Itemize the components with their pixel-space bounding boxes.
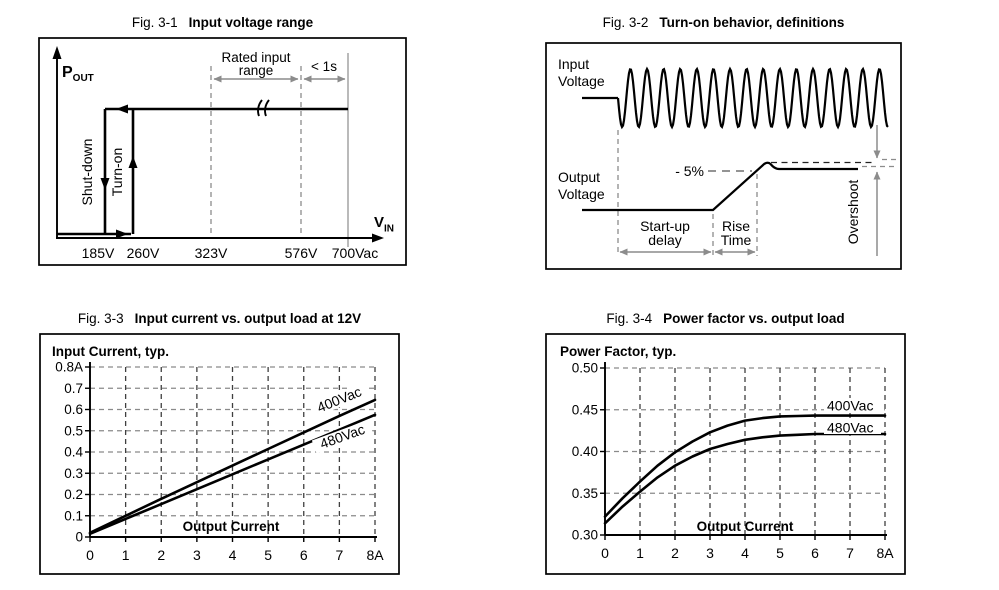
tick-323v: 323V [194, 245, 228, 261]
x-tick-label: 8A [366, 547, 384, 563]
fig-3-1-title [38, 15, 407, 30]
fig-3-1-number: Fig. 3-1 [131, 15, 178, 30]
shutdown-label: Shut-down [79, 138, 95, 206]
fig-3-4-frame [546, 334, 905, 574]
x-axis-symbol: $V_{IN}$ [374, 214, 395, 235]
overshoot-label: Overshoot [845, 179, 861, 245]
tick-260v: 260V [126, 245, 160, 261]
y-tick-label: 0.1 [64, 508, 83, 524]
fig-3-4-caption: Power factor vs. output load [663, 311, 845, 326]
y-tick-label: 0.35 [571, 485, 598, 501]
y-tick-label: 0.7 [64, 380, 83, 396]
x-axis-title: Output Current [182, 519, 280, 534]
fig-3-4-chart [545, 333, 906, 575]
x-tick-label: 6 [811, 545, 819, 561]
x-tick-label: 3 [192, 547, 201, 563]
series-label-480vac [824, 420, 881, 436]
rated-range-label-line1: Rated input [221, 50, 291, 65]
fig-3-2-title [545, 15, 902, 30]
series-label-400vac [824, 398, 881, 414]
y-tick-labels [55, 360, 83, 545]
fig-3-1-diagram [38, 37, 407, 266]
fig-3-3-number: Fig. 3-3 [77, 311, 124, 326]
x-tick-labels [601, 545, 894, 561]
y-axis-title: Power Factor, typ. [560, 344, 677, 359]
input-voltage-label-line1: Input [558, 56, 590, 72]
input-voltage-label-line2: Voltage [558, 73, 605, 89]
fig-3-3-chart [39, 333, 400, 575]
startup-delay-label-line2: delay [648, 232, 682, 248]
x-tick-label: 4 [741, 545, 749, 561]
turnon-label: Turn-on [109, 147, 125, 197]
tick-185v: 185V [81, 245, 115, 261]
x-tick-label: 2 [157, 547, 166, 563]
tick-700vac: 700Vac [331, 245, 379, 261]
x-axis-arrow-icon [372, 234, 384, 243]
x-tick-label: 8A [876, 545, 894, 561]
x-tick-label: 4 [228, 547, 237, 563]
fig-3-2-number: Fig. 3-2 [602, 15, 649, 30]
series-label-text: 480Vac [317, 420, 367, 452]
y-tick-label: 0 [75, 529, 83, 545]
y-tick-label: 0.40 [571, 444, 598, 459]
y-tick-label: 0.50 [571, 360, 598, 376]
x-tick-label: 1 [636, 545, 644, 561]
x-tick-label: 5 [776, 545, 784, 561]
x-tick-label: 0 [86, 547, 94, 563]
output-voltage-label-line2: Voltage [558, 186, 605, 202]
up-arrow-icon [129, 156, 138, 168]
y-axis-symbol: $P_{OUT}$ [62, 64, 94, 84]
fig-3-3-frame [40, 334, 399, 574]
tick-marks [600, 368, 885, 540]
x-tick-label: 2 [671, 545, 679, 561]
output-voltage-label-line1: Output [558, 169, 601, 185]
tick-576v: 576V [284, 245, 318, 261]
rated-range-label-line2: range [238, 63, 274, 78]
gridlines [605, 368, 885, 535]
minus-5pct-label: - 5% [675, 163, 704, 179]
y-tick-label: 0.3 [64, 465, 83, 481]
fig-3-3-caption: Input current vs. output load at 12V [134, 311, 362, 326]
x-tick-label: 7 [846, 545, 854, 561]
x-tick-label: 1 [121, 547, 130, 563]
x-axis-title: Output Current [696, 519, 794, 534]
fig-3-2-caption: Turn-on behavior, definitions [659, 15, 845, 30]
x-tick-label: 5 [264, 547, 273, 563]
series-label-text: 400Vac [314, 383, 364, 416]
x-tick-labels [86, 547, 384, 563]
fig-3-2-diagram [545, 42, 902, 271]
y-tick-label: 0.6 [64, 402, 83, 417]
under-1s-label: < 1s [311, 59, 337, 74]
left-arrow-icon [116, 105, 128, 114]
y-tick-labels [572, 361, 598, 543]
fig-3-4-title [545, 311, 906, 326]
x-tick-label: 3 [706, 545, 714, 561]
y-tick-label: 0.45 [571, 402, 598, 418]
input-sine-wave [618, 69, 888, 127]
rise-time-label-line2: Time [720, 232, 752, 248]
series-label-text: 480Vac [827, 419, 874, 436]
y-axis-arrow-icon [53, 46, 62, 59]
x-tick-label: 7 [335, 547, 344, 563]
output-voltage-curve [582, 163, 858, 210]
rise-time-label-line1: Rise [721, 218, 751, 234]
series-label-text: 400Vac [827, 397, 874, 414]
startup-delay-label-line1: Start-up [640, 218, 690, 234]
y-axis-title: Input Current, typ. [52, 344, 169, 359]
x-tick-label: 6 [299, 547, 308, 563]
y-tick-label: 0.8A [55, 359, 83, 375]
x-tick-label: 0 [601, 545, 609, 561]
fig-3-1-caption: Input voltage range [188, 15, 314, 30]
y-tick-label: 0.2 [64, 487, 83, 502]
y-tick-label: 0.5 [64, 423, 83, 439]
fig-3-3-title [39, 311, 400, 326]
fig-3-4-number: Fig. 3-4 [606, 311, 653, 326]
y-tick-label: 0.30 [571, 527, 598, 543]
y-tick-label: 0.4 [64, 444, 83, 460]
